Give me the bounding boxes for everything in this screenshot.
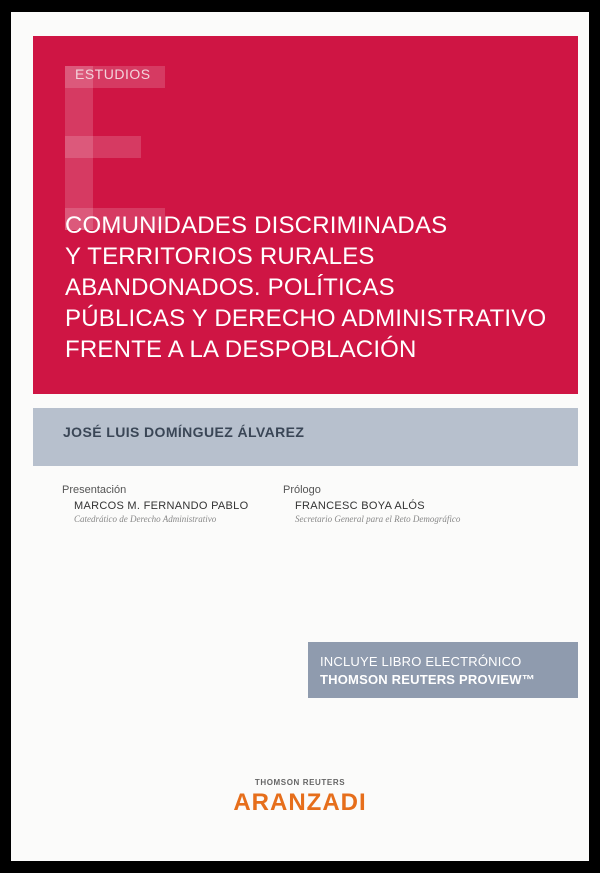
ebook-line-1: INCLUYE LIBRO ELECTRÓNICO	[320, 654, 522, 669]
presentation-role: Presentación	[62, 484, 127, 496]
publisher-logo	[11, 778, 589, 817]
prologue-role: Prólogo	[283, 484, 321, 496]
author-name: JOSÉ LUIS DOMÍNGUEZ ÁLVAREZ	[63, 424, 305, 440]
title-line: FRENTE A LA DESPOBLACIÓN	[65, 336, 417, 363]
presentation-affiliation: Catedrático de Derecho Administrativo	[74, 514, 217, 524]
author-bar	[33, 408, 578, 466]
title-line: Y TERRITORIOS RURALES	[65, 243, 375, 270]
prologue-name: FRANCESC BOYA ALÓS	[295, 500, 425, 512]
title-block	[33, 36, 578, 394]
publisher-name: ARANZADI	[233, 789, 367, 816]
presentation-name: MARCOS M. FERNANDO PABLO	[74, 500, 249, 512]
ebook-line-2: THOMSON REUTERS PROVIEW™	[320, 672, 535, 687]
prologue-affiliation: Secretario General para el Reto Demográfico	[295, 514, 461, 524]
book-title	[65, 210, 570, 365]
title-line: ABANDONADOS. POLÍTICAS	[65, 274, 395, 301]
publisher-parent: THOMSON REUTERS	[254, 778, 346, 787]
book-cover	[11, 12, 589, 861]
presentation-credit	[62, 484, 248, 524]
prologue-credit	[283, 484, 460, 524]
ebook-badge	[308, 642, 578, 698]
series-letter-e-graphic	[65, 66, 165, 230]
title-line: PÚBLICAS Y DERECHO ADMINISTRATIVO	[65, 305, 547, 332]
series-label: ESTUDIOS	[75, 66, 151, 82]
title-line: COMUNIDADES DISCRIMINADAS	[65, 212, 448, 239]
